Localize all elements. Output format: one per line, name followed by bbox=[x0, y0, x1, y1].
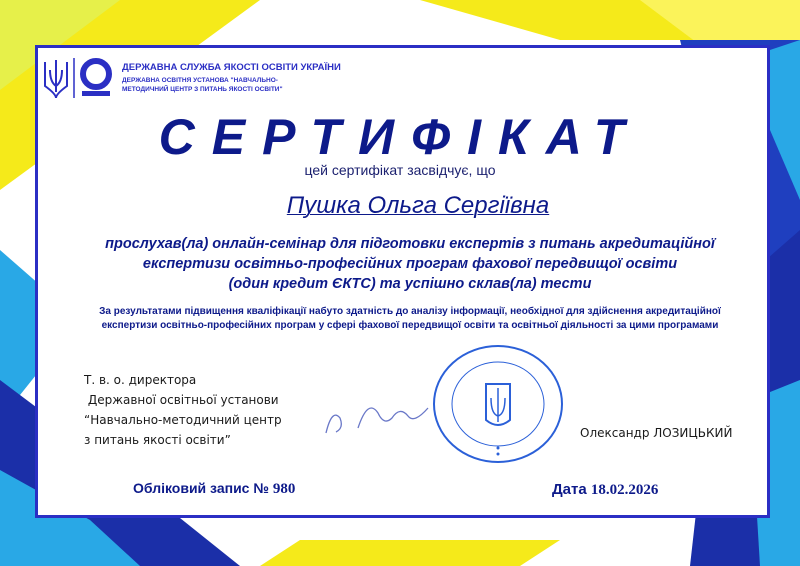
logo bbox=[42, 56, 112, 100]
course-line: (один кредит ЄКТС) та успішно склав(ла) тести bbox=[228, 276, 592, 292]
institution-name: ДЕРЖАВНА ОСВІТНЯ УСТАНОВА "НАВЧАЛЬНО-МЕТОДИЧНИЙ ЦЕНТР З ПИТАНЬ ЯКОСТІ ОСВІТИ" bbox=[122, 77, 283, 93]
position-line: Т. в. о. директора bbox=[84, 373, 197, 387]
record-label: Обліковий запис № bbox=[133, 480, 269, 496]
position-line: “Навчально-методичний центр bbox=[84, 413, 282, 427]
certificate-title: СЕРТИФІКАТ bbox=[158, 109, 642, 165]
course-line: прослухав(ла) онлайн-семінар для підготовки експертів з питань акредитаційної bbox=[105, 236, 715, 252]
date-value: 18.02.2026 bbox=[590, 482, 659, 498]
outcome-line: експертизи освітньо-професійних програм у сфері фахової передвищої освіти та освітньої діяльності за цими програмами bbox=[101, 320, 719, 331]
director-position bbox=[84, 370, 282, 450]
course-description bbox=[40, 234, 780, 294]
issue-date bbox=[552, 481, 658, 499]
course-line: експертизи освітньо-професійних програм фахової передвищої освіти bbox=[142, 256, 678, 272]
quality-logo-icon bbox=[82, 61, 110, 96]
position-line: Державної освітньої установи bbox=[84, 393, 279, 407]
signature-icon bbox=[318, 388, 438, 443]
org-name: ДЕРЖАВНА СЛУЖБА ЯКОСТІ ОСВІТИ УКРАЇНИ bbox=[122, 62, 341, 73]
certificate-subtitle: цей сертифікат засвідчує, що bbox=[304, 162, 496, 178]
position-line: з питань якості освіти” bbox=[84, 433, 231, 447]
outcome-line: За результатами підвищення кваліфікації набуто здатність до аналізу інформації, необхідної для здійснення акредитаційної bbox=[99, 306, 721, 317]
trident-icon bbox=[45, 60, 67, 98]
official-stamp-icon bbox=[428, 342, 568, 466]
outcome-description bbox=[40, 305, 780, 333]
signer-name: Олександр ЛОЗИЦЬКИЙ bbox=[580, 426, 733, 440]
date-label: Дата bbox=[552, 481, 587, 498]
recipient-name: Пушка Ольга Сергіївна bbox=[286, 192, 550, 219]
record-number bbox=[133, 480, 295, 498]
record-value: 980 bbox=[272, 481, 296, 497]
